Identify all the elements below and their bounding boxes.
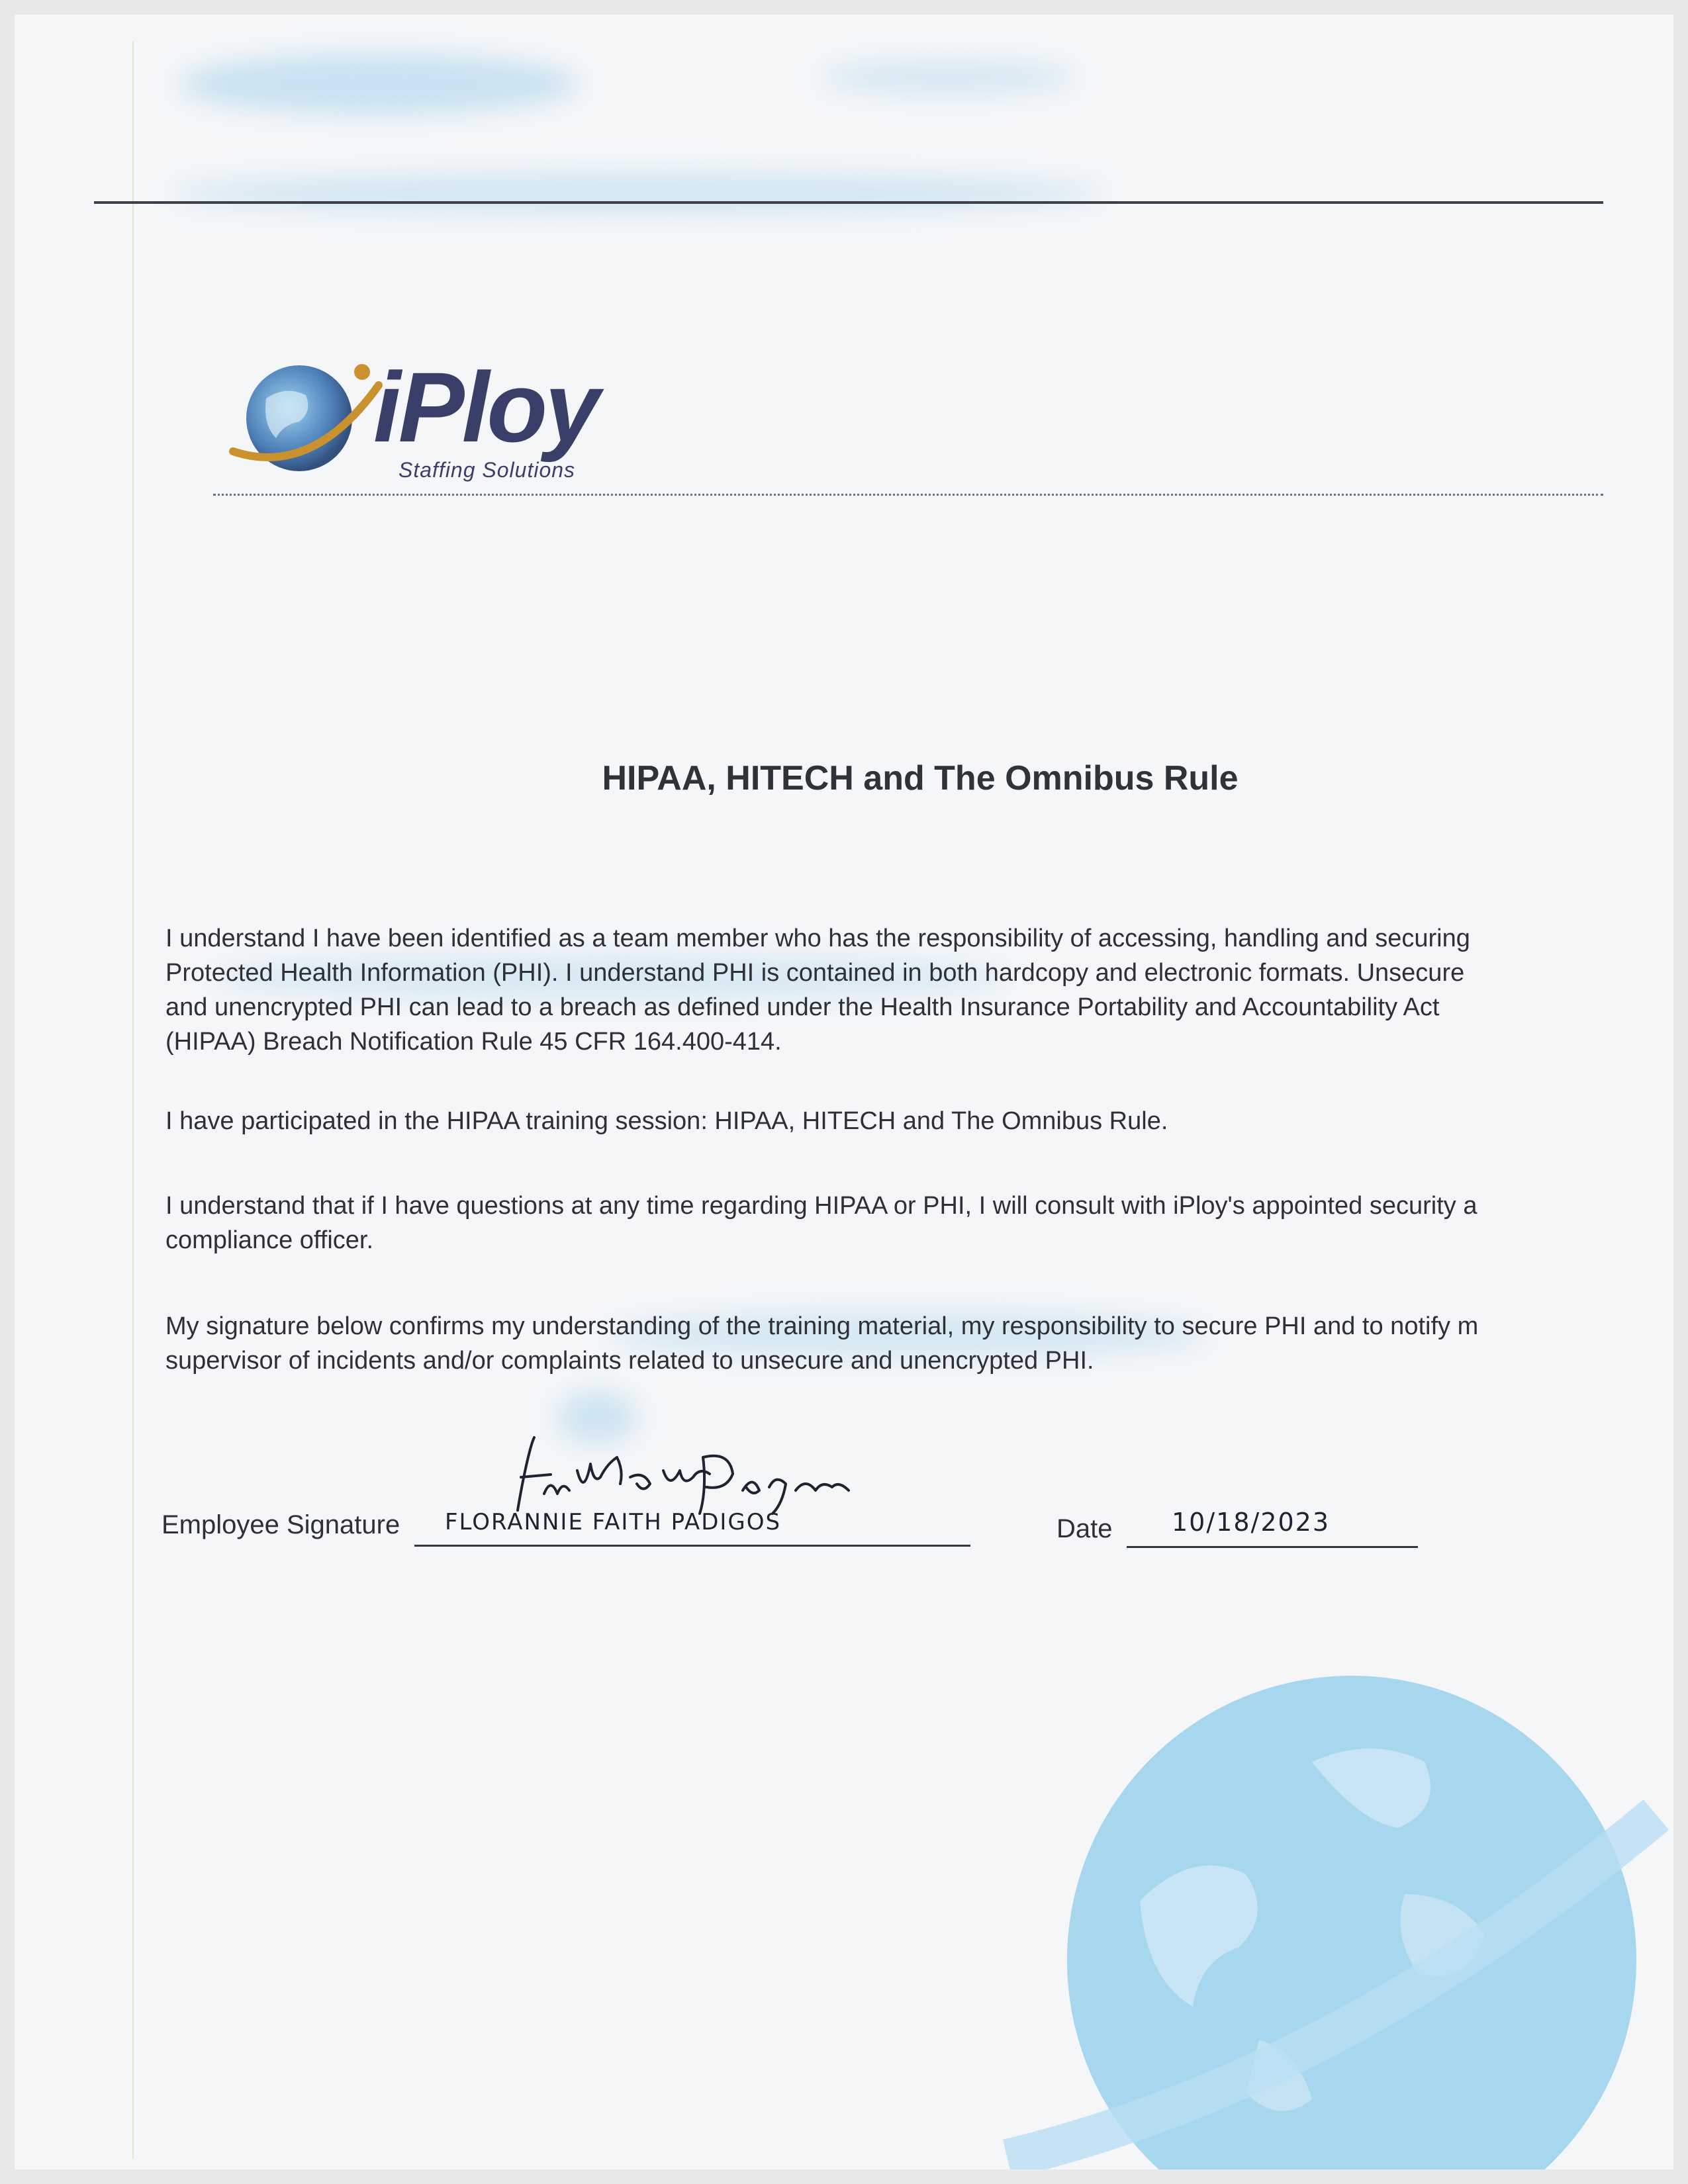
date-label: Date bbox=[1056, 1514, 1113, 1543]
handwritten-signature bbox=[504, 1431, 862, 1524]
page-margin-line bbox=[132, 41, 134, 2159]
document-title: HIPAA, HITECH and The Omnibus Rule bbox=[602, 759, 1239, 797]
paragraph-training: I have participated in the HIPAA training session: HIPAA, HITECH and The Omnibus Rule. bbox=[165, 1107, 1168, 1135]
signature-label: Employee Signature bbox=[162, 1510, 400, 1539]
paragraph-questions: I understand that if I have questions at any time regarding HIPAA or PHI, I will consult with iPloy's appointed security a compliance officer. bbox=[165, 1192, 1477, 1254]
signature-line bbox=[414, 1545, 970, 1547]
date-value: 10/18/2023 bbox=[1172, 1508, 1331, 1537]
paragraph-acknowledgement: I understand I have been identified as a team member who has the responsibility of accessing, handling and securing Protected Health Information (PHI). I understand PHI is contained in both hardcopy and electronic formats. Unsecure and unencrypted PHI can lead to a breach as defined under the Health Insurance Portability and Accountability Act (HIPAA) Breach Notification Rule 45 CFR 164.400-414. bbox=[165, 925, 1470, 1056]
company-logo bbox=[226, 326, 716, 498]
header-rule bbox=[94, 201, 1603, 204]
date-line bbox=[1127, 1546, 1418, 1548]
logo-wordmark: iPloy bbox=[373, 351, 598, 463]
logo-tagline: Staffing Solutions bbox=[399, 458, 576, 482]
logo-divider bbox=[213, 494, 1603, 496]
globe-icon bbox=[226, 352, 385, 484]
watermark-globe-icon bbox=[941, 1616, 1669, 2169]
document-page bbox=[15, 15, 1673, 2169]
paragraph-confirmation: My signature below confirms my understanding of the training material, my responsibility to secure PHI and to notify m supervisor of incidents and/or complaints related to unsecure and unencrypted PHI. bbox=[165, 1312, 1479, 1375]
printed-name: FLORANNIE FAITH PADIGOS bbox=[445, 1509, 782, 1535]
